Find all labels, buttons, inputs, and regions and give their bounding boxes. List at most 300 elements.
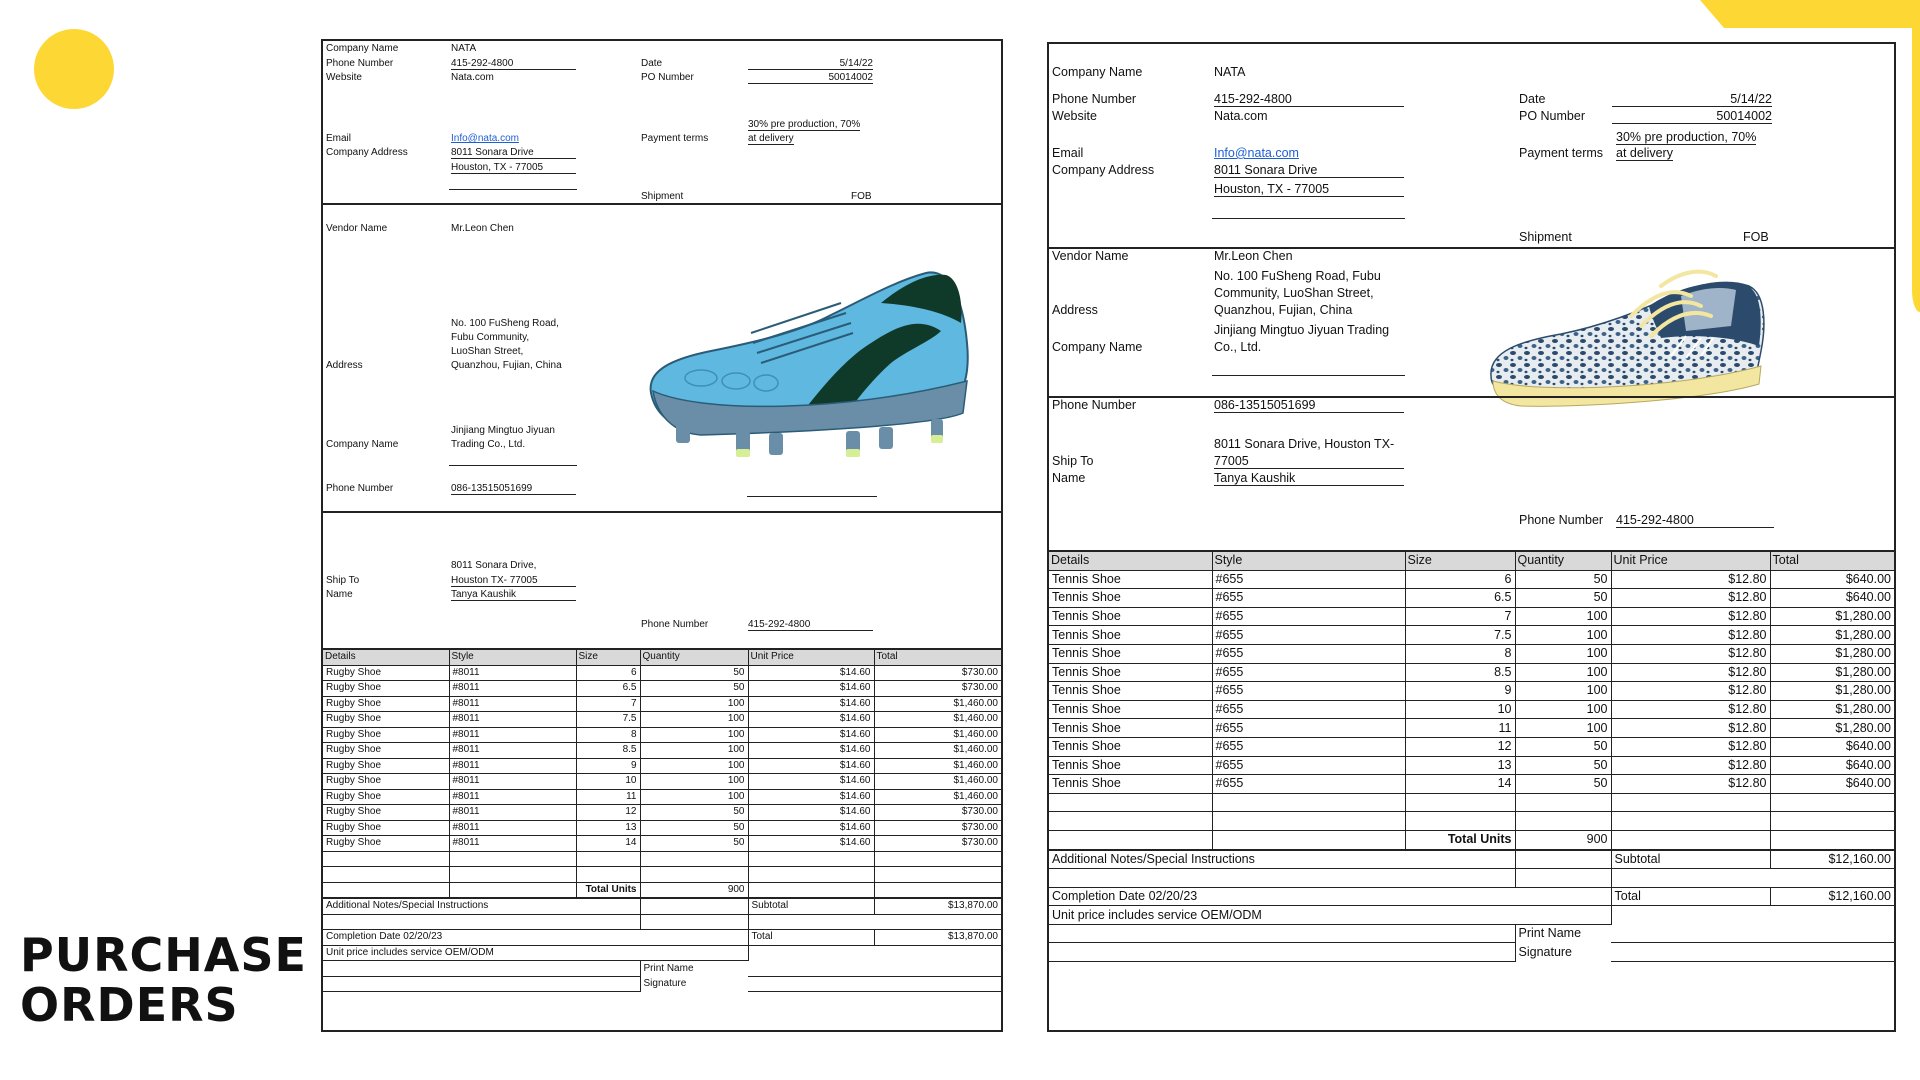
- total-cell: $1,460.00: [874, 743, 1001, 759]
- company-name-value: NATA: [451, 43, 477, 54]
- style-cell: #8011: [449, 727, 576, 743]
- ship-to-line-1: 8011 Sonara Drive,: [451, 560, 537, 571]
- vendor-phone-value: 086-13515051699: [451, 483, 576, 495]
- vendor-name-value: Mr.Leon Chen: [1214, 249, 1293, 263]
- completion-row: [1049, 887, 1894, 906]
- ship-name-label: Name: [326, 589, 353, 600]
- table-row: [1049, 644, 1894, 663]
- style-cell: #8011: [449, 758, 576, 774]
- size-cell: 7: [576, 696, 640, 712]
- vendor-address-line-2: Community, LuoShan Street,: [1214, 286, 1374, 300]
- company-address-line-2: Houston, TX - 77005: [451, 162, 576, 174]
- email-label: Email: [326, 133, 352, 144]
- empty-cell: [323, 961, 640, 977]
- empty-cell: [640, 914, 748, 930]
- table-row: [323, 743, 1001, 759]
- table-row: [1049, 663, 1894, 682]
- empty-cell: [449, 851, 576, 867]
- empty-cell: [449, 882, 576, 898]
- total-cell: $1,460.00: [874, 774, 1001, 790]
- table-row: [323, 789, 1001, 805]
- empty-cell: [1049, 869, 1515, 888]
- blank-line: [449, 189, 577, 190]
- column-header-unit-price: Unit Price: [748, 649, 874, 665]
- quantity-cell: 50: [640, 681, 748, 697]
- quantity-cell: 50: [1515, 737, 1611, 756]
- empty-cell: [1049, 793, 1212, 812]
- vendor-company-label: Company Name: [1052, 340, 1143, 354]
- empty-cell: [640, 851, 748, 867]
- size-cell: 12: [1405, 737, 1515, 756]
- details-cell: Tennis Shoe: [1049, 644, 1212, 663]
- quantity-cell: 50: [1515, 589, 1611, 608]
- total-units-label: Total Units: [1405, 830, 1515, 849]
- oem-row: [323, 945, 1001, 961]
- yellow-circle-decoration: [34, 29, 114, 109]
- table-row: [323, 820, 1001, 836]
- empty-cell: [323, 867, 449, 883]
- unit-price-cell: $12.80: [1611, 700, 1770, 719]
- style-cell: #655: [1212, 644, 1405, 663]
- section-divider: [1049, 247, 1894, 249]
- details-cell: Tennis Shoe: [1049, 719, 1212, 738]
- details-cell: Rugby Shoe: [323, 727, 449, 743]
- signature-row: [323, 976, 1001, 992]
- table-row: [323, 696, 1001, 712]
- company-name-value: NATA: [1214, 65, 1246, 79]
- size-cell: 13: [1405, 756, 1515, 775]
- blank-line: [1212, 218, 1405, 219]
- empty-cell: [748, 867, 874, 883]
- page-title: [20, 930, 307, 1030]
- details-cell: Rugby Shoe: [323, 836, 449, 852]
- vendor-address-line-1: No. 100 FuSheng Road, Fubu: [1214, 269, 1381, 283]
- signature-line: [1611, 943, 1894, 962]
- total-cell: $640.00: [1770, 775, 1894, 794]
- empty-cell: [748, 882, 874, 898]
- table-row: [1049, 607, 1894, 626]
- company-address-label: Company Address: [326, 147, 408, 158]
- table-row: [323, 836, 1001, 852]
- style-cell: #655: [1212, 589, 1405, 608]
- details-cell: Tennis Shoe: [1049, 775, 1212, 794]
- table-row: [323, 665, 1001, 681]
- total-cell: $1,280.00: [1770, 644, 1894, 663]
- completion-row: [323, 930, 1001, 946]
- details-cell: Tennis Shoe: [1049, 737, 1212, 756]
- empty-cell: [1212, 793, 1405, 812]
- po-value: 50014002: [1612, 109, 1772, 124]
- total-value: $13,870.00: [874, 930, 1001, 946]
- notes-blank-row: [1049, 869, 1894, 888]
- size-cell: 14: [576, 836, 640, 852]
- style-cell: #8011: [449, 712, 576, 728]
- company-address-line-2: Houston, TX - 77005: [1214, 182, 1404, 197]
- ship-phone-label: Phone Number: [641, 619, 709, 630]
- company-address-line-1: 8011 Sonara Drive: [451, 147, 576, 159]
- size-cell: 9: [1405, 682, 1515, 701]
- table-row: [1049, 570, 1894, 589]
- empty-cell: [323, 851, 449, 867]
- details-cell: Rugby Shoe: [323, 712, 449, 728]
- empty-cell: [1770, 830, 1894, 849]
- quantity-cell: 100: [1515, 682, 1611, 701]
- details-cell: Tennis Shoe: [1049, 626, 1212, 645]
- empty-cell: [1611, 869, 1894, 888]
- unit-price-cell: $14.60: [748, 820, 874, 836]
- total-cell: $1,280.00: [1770, 626, 1894, 645]
- size-cell: 12: [576, 805, 640, 821]
- line-items-table: [1049, 550, 1894, 962]
- unit-price-cell: $14.60: [748, 774, 874, 790]
- empty-cell: [1770, 812, 1894, 831]
- vendor-name-label: Vendor Name: [1052, 249, 1129, 263]
- column-header-style: Style: [1212, 551, 1405, 570]
- total-cell: $1,460.00: [874, 789, 1001, 805]
- style-cell: #655: [1212, 682, 1405, 701]
- unit-price-cell: $14.60: [748, 836, 874, 852]
- subtotal-label: Subtotal: [1611, 850, 1770, 869]
- total-cell: $730.00: [874, 820, 1001, 836]
- size-cell: 11: [1405, 719, 1515, 738]
- empty-cell: [1611, 793, 1770, 812]
- table-row: [1049, 589, 1894, 608]
- unit-price-cell: $14.60: [748, 665, 874, 681]
- empty-cell: [323, 914, 640, 930]
- company-name-label: Company Name: [326, 43, 399, 54]
- total-cell: $640.00: [1770, 737, 1894, 756]
- ship-name-label: Name: [1052, 471, 1086, 485]
- quantity-cell: 100: [1515, 663, 1611, 682]
- po-value: 50014002: [748, 72, 873, 84]
- details-cell: Rugby Shoe: [323, 696, 449, 712]
- phone-value: 415-292-4800: [1214, 92, 1404, 107]
- ship-phone-value: 415-292-4800: [1616, 513, 1774, 528]
- empty-cell: [640, 867, 748, 883]
- style-cell: #8011: [449, 836, 576, 852]
- total-units-value: 900: [1515, 830, 1611, 849]
- quantity-cell: 100: [1515, 626, 1611, 645]
- payment-terms-line-1: 30% pre production, 70%: [1616, 130, 1757, 144]
- page-title-line-1: PURCHASE: [20, 928, 307, 982]
- details-cell: Rugby Shoe: [323, 820, 449, 836]
- size-cell: 10: [1405, 700, 1515, 719]
- table-row: [1049, 700, 1894, 719]
- total-units-row: [1049, 830, 1894, 849]
- details-cell: Rugby Shoe: [323, 805, 449, 821]
- purchase-order-tennis: [1047, 42, 1896, 1032]
- unit-price-cell: $14.60: [748, 727, 874, 743]
- vendor-address-label: Address: [1052, 303, 1098, 317]
- date-label: Date: [641, 58, 663, 69]
- empty-cell: [1515, 793, 1611, 812]
- total-cell: $1,280.00: [1770, 719, 1894, 738]
- quantity-cell: 100: [640, 789, 748, 805]
- po-label: PO Number: [1519, 109, 1585, 123]
- quantity-cell: 100: [640, 758, 748, 774]
- details-cell: Tennis Shoe: [1049, 607, 1212, 626]
- empty-cell: [1770, 793, 1894, 812]
- size-cell: 9: [576, 758, 640, 774]
- column-header-total: Total: [1770, 551, 1894, 570]
- vendor-address-line-3: Quanzhou, Fujian, China: [1214, 303, 1353, 317]
- table-row: [323, 712, 1001, 728]
- unit-price-cell: $14.60: [748, 696, 874, 712]
- size-cell: 14: [1405, 775, 1515, 794]
- unit-price-cell: $14.60: [748, 789, 874, 805]
- total-cell: $1,280.00: [1770, 700, 1894, 719]
- unit-price-cell: $12.80: [1611, 737, 1770, 756]
- rugby-shoe-icon: [641, 263, 976, 473]
- size-cell: 8: [1405, 644, 1515, 663]
- details-cell: Rugby Shoe: [323, 665, 449, 681]
- quantity-cell: 50: [1515, 570, 1611, 589]
- details-cell: Tennis Shoe: [1049, 682, 1212, 701]
- style-cell: #655: [1212, 719, 1405, 738]
- empty-row: [1049, 793, 1894, 812]
- style-cell: #655: [1212, 775, 1405, 794]
- table-row: [1049, 756, 1894, 775]
- table-row: [1049, 737, 1894, 756]
- unit-price-cell: $12.80: [1611, 682, 1770, 701]
- vendor-address-line-3: LuoShan Street,: [451, 346, 524, 357]
- empty-row: [323, 851, 1001, 867]
- table-row: [323, 805, 1001, 821]
- column-header-style: Style: [449, 649, 576, 665]
- total-cell: $1,460.00: [874, 696, 1001, 712]
- company-name-label: Company Name: [1052, 65, 1143, 79]
- vendor-name-label: Vendor Name: [326, 223, 388, 234]
- empty-cell: [1212, 830, 1405, 849]
- empty-row: [1049, 812, 1894, 831]
- size-cell: 10: [576, 774, 640, 790]
- size-cell: 13: [576, 820, 640, 836]
- table-row: [323, 727, 1001, 743]
- empty-cell: [874, 882, 1001, 898]
- empty-cell: [748, 914, 1001, 930]
- purchase-order-rugby: [321, 39, 1003, 1032]
- table-header-row: [323, 649, 1001, 665]
- unit-price-cell: $14.60: [748, 758, 874, 774]
- empty-cell: [1405, 812, 1515, 831]
- total-cell: $730.00: [874, 681, 1001, 697]
- size-cell: 6: [1405, 570, 1515, 589]
- unit-price-cell: $14.60: [748, 681, 874, 697]
- details-cell: Tennis Shoe: [1049, 663, 1212, 682]
- company-address-line-1: 8011 Sonara Drive: [1214, 163, 1404, 178]
- style-cell: #655: [1212, 663, 1405, 682]
- column-header-quantity: Quantity: [1515, 551, 1611, 570]
- empty-cell: [640, 898, 748, 914]
- phone-label: Phone Number: [326, 58, 394, 69]
- quantity-cell: 50: [1515, 756, 1611, 775]
- details-cell: Rugby Shoe: [323, 789, 449, 805]
- details-cell: Tennis Shoe: [1049, 589, 1212, 608]
- quantity-cell: 50: [1515, 775, 1611, 794]
- signature-row: [1049, 943, 1894, 962]
- ship-name-value: Tanya Kaushik: [1214, 471, 1404, 486]
- size-cell: 6.5: [576, 681, 640, 697]
- total-units-row: [323, 882, 1001, 898]
- quantity-cell: 100: [1515, 700, 1611, 719]
- style-cell: #8011: [449, 681, 576, 697]
- style-cell: #8011: [449, 805, 576, 821]
- quantity-cell: 100: [1515, 607, 1611, 626]
- empty-cell: [1049, 943, 1515, 962]
- shipment-label: Shipment: [641, 191, 684, 202]
- style-cell: #8011: [449, 665, 576, 681]
- email-label: Email: [1052, 146, 1084, 160]
- vendor-address-line-1: No. 100 FuSheng Road,: [451, 318, 559, 329]
- details-cell: Rugby Shoe: [323, 681, 449, 697]
- size-cell: 8.5: [1405, 663, 1515, 682]
- empty-cell: [323, 882, 449, 898]
- quantity-cell: 100: [640, 743, 748, 759]
- empty-cell: [576, 851, 640, 867]
- unit-price-cell: $14.60: [748, 743, 874, 759]
- total-cell: $730.00: [874, 805, 1001, 821]
- payment-terms-label: Payment terms: [641, 133, 709, 144]
- empty-row: [323, 867, 1001, 883]
- email-link[interactable]: Info@nata.com: [451, 133, 519, 144]
- empty-cell: [1611, 812, 1770, 831]
- unit-price-cell: $12.80: [1611, 663, 1770, 682]
- completion-date: Completion Date 02/20/23: [323, 930, 748, 946]
- shipment-value: FOB: [1743, 230, 1769, 244]
- total-value: $12,160.00: [1770, 887, 1894, 906]
- website-label: Website: [326, 72, 362, 83]
- signature-line: [748, 976, 1001, 992]
- ship-name-value: Tanya Kaushik: [451, 589, 576, 601]
- email-link[interactable]: Info@nata.com: [1214, 146, 1299, 160]
- empty-cell: [1611, 906, 1894, 925]
- unit-price-cell: $12.80: [1611, 626, 1770, 645]
- table-header-row: [1049, 551, 1894, 570]
- empty-cell: [1049, 830, 1212, 849]
- total-cell: $730.00: [874, 665, 1001, 681]
- notes-row: [1049, 850, 1894, 869]
- print-name-row: [323, 961, 1001, 977]
- style-cell: #655: [1212, 626, 1405, 645]
- vendor-company-line-2: Trading Co., Ltd.: [451, 439, 526, 450]
- unit-price-cell: $12.80: [1611, 775, 1770, 794]
- vendor-address-label: Address: [326, 360, 363, 371]
- column-header-unit-price: Unit Price: [1611, 551, 1770, 570]
- ship-to-label: Ship To: [1052, 454, 1094, 468]
- phone-label: Phone Number: [1052, 92, 1137, 106]
- unit-price-cell: $12.80: [1611, 719, 1770, 738]
- table-row: [1049, 626, 1894, 645]
- unit-price-cell: $12.80: [1611, 589, 1770, 608]
- total-cell: $640.00: [1770, 570, 1894, 589]
- vendor-company-line-1: Jinjiang Mingtuo Jiyuan: [451, 425, 555, 436]
- quantity-cell: 50: [640, 665, 748, 681]
- empty-cell: [449, 867, 576, 883]
- phone-value: 415-292-4800: [451, 58, 576, 70]
- empty-cell: [874, 867, 1001, 883]
- payment-terms-line-2: at delivery: [1616, 146, 1673, 160]
- print-name-label: Print Name: [1518, 926, 1582, 941]
- style-cell: #655: [1212, 607, 1405, 626]
- size-cell: 7.5: [1405, 626, 1515, 645]
- payment-terms-line-2: at delivery: [748, 133, 794, 144]
- total-cell: $1,280.00: [1770, 607, 1894, 626]
- section-divider: [323, 511, 1001, 513]
- details-cell: Rugby Shoe: [323, 758, 449, 774]
- vendor-phone-value: 086-13515051699: [1214, 398, 1404, 413]
- column-header-quantity: Quantity: [640, 649, 748, 665]
- total-cell: $1,460.00: [874, 712, 1001, 728]
- style-cell: #655: [1212, 737, 1405, 756]
- empty-cell: [748, 851, 874, 867]
- style-cell: #8011: [449, 696, 576, 712]
- notes-row: [323, 898, 1001, 914]
- print-name-line: [1611, 924, 1894, 943]
- unit-price-cell: $12.80: [1611, 756, 1770, 775]
- column-header-details: Details: [1049, 551, 1212, 570]
- print-name-line: [748, 961, 1001, 977]
- notes-label: Additional Notes/Special Instructions: [1049, 850, 1515, 869]
- empty-cell: [1515, 869, 1611, 888]
- total-cell: $1,460.00: [874, 758, 1001, 774]
- oem-note: Unit price includes service OEM/ODM: [323, 945, 748, 961]
- quantity-cell: 100: [640, 696, 748, 712]
- table-row: [1049, 682, 1894, 701]
- notes-blank-row: [323, 914, 1001, 930]
- print-name-label: Print Name: [643, 962, 694, 974]
- vendor-name-value: Mr.Leon Chen: [451, 223, 514, 234]
- empty-cell: [874, 851, 1001, 867]
- table-row: [323, 681, 1001, 697]
- empty-cell: [1515, 812, 1611, 831]
- empty-cell: [1212, 812, 1405, 831]
- date-value: 5/14/22: [748, 58, 873, 70]
- details-cell: Rugby Shoe: [323, 774, 449, 790]
- quantity-cell: 50: [640, 820, 748, 836]
- signature-label: Signature: [643, 977, 687, 989]
- ship-to-label: Ship To: [326, 575, 360, 586]
- table-row: [323, 758, 1001, 774]
- style-cell: #8011: [449, 820, 576, 836]
- size-cell: 6: [576, 665, 640, 681]
- oem-note: Unit price includes service OEM/ODM: [1049, 906, 1611, 925]
- signature-label: Signature: [1518, 944, 1573, 959]
- vendor-address-line-2: Fubu Community,: [451, 332, 530, 343]
- table-row: [1049, 719, 1894, 738]
- subtotal-value: $13,870.00: [874, 898, 1001, 914]
- vendor-company-label: Company Name: [326, 439, 399, 450]
- size-cell: 8: [576, 727, 640, 743]
- style-cell: #655: [1212, 756, 1405, 775]
- quantity-cell: 100: [1515, 644, 1611, 663]
- total-cell: $1,280.00: [1770, 663, 1894, 682]
- quantity-cell: 50: [640, 805, 748, 821]
- tennis-shoe-icon: [1481, 266, 1781, 416]
- blank-line: [1212, 375, 1405, 376]
- website-value: Nata.com: [1214, 109, 1268, 123]
- empty-cell: [1611, 830, 1770, 849]
- quantity-cell: 100: [1515, 719, 1611, 738]
- unit-price-cell: $14.60: [748, 712, 874, 728]
- total-units-label: Total Units: [576, 882, 640, 898]
- unit-price-cell: $12.80: [1611, 570, 1770, 589]
- website-value: Nata.com: [451, 72, 494, 83]
- section-divider: [323, 203, 1001, 205]
- vendor-phone-label: Phone Number: [1052, 398, 1137, 412]
- shipment-value: FOB: [851, 191, 872, 202]
- date-value: 5/14/22: [1612, 92, 1772, 107]
- empty-cell: [1515, 850, 1611, 869]
